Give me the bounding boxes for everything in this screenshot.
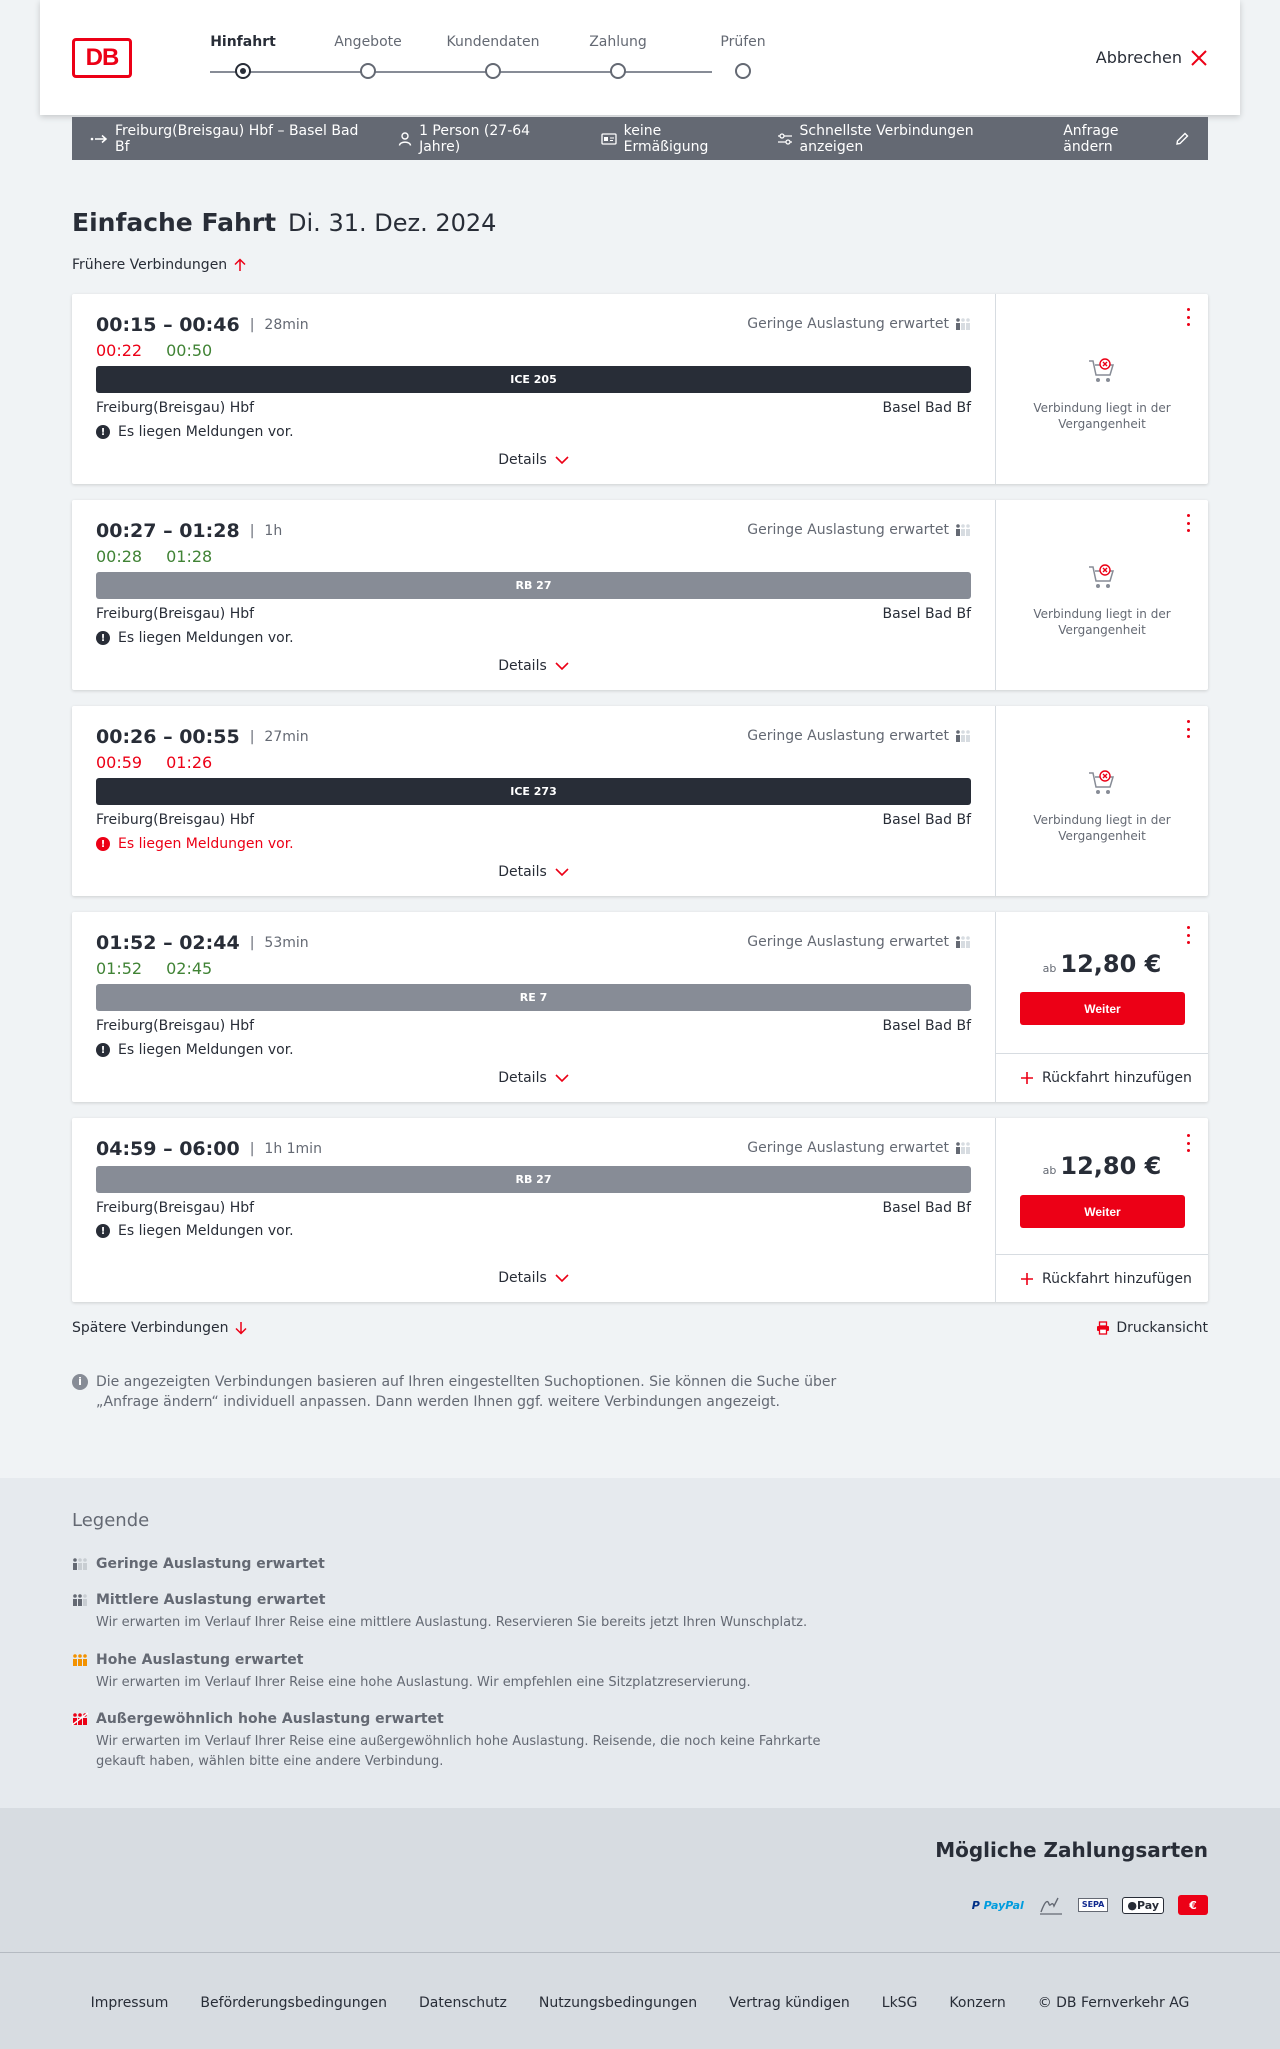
- details-toggle[interactable]: [72, 1270, 995, 1286]
- occupancy-label: Geringe Auslastung erwartet: [747, 316, 949, 332]
- notice-text: Es liegen Meldungen vor.: [118, 424, 294, 440]
- price-value: 12,80 €: [1060, 1152, 1162, 1180]
- train-bar[interactable]: ICE 273: [96, 778, 971, 805]
- step-dot: [360, 63, 376, 79]
- step-angebote: [305, 34, 431, 54]
- add-return-label: Rückfahrt hinzufügen: [1042, 1069, 1192, 1086]
- price: [996, 1152, 1208, 1180]
- separator: |: [249, 729, 255, 745]
- connection-main: [72, 500, 995, 690]
- earlier-connections-link[interactable]: [72, 257, 247, 273]
- details-label: Details: [498, 452, 547, 468]
- chevron-down-icon: [555, 662, 569, 670]
- connection-offer: [995, 706, 1208, 896]
- later-label: Spätere Verbindungen: [72, 1320, 229, 1336]
- connection-offer: [995, 500, 1208, 690]
- separator: |: [249, 523, 255, 539]
- change-request-button[interactable]: [1063, 123, 1190, 155]
- traveler-summary: [398, 123, 569, 155]
- exclamation-icon: !: [96, 1224, 110, 1238]
- payment-icons: [972, 1894, 1208, 1916]
- notice-alert: [96, 836, 294, 852]
- realtime-departure: 00:59: [96, 753, 143, 772]
- app-header: [40, 0, 1240, 115]
- connection-offer: [995, 1118, 1208, 1302]
- time-row: [96, 726, 309, 748]
- chevron-down-icon: [555, 456, 569, 464]
- legend-item-title: Geringe Auslastung erwartet: [96, 1556, 325, 1572]
- duration: 27min: [264, 729, 309, 745]
- realtime-departure: 00:28: [96, 547, 143, 566]
- step-zahlung: [555, 34, 681, 54]
- realtime-arrival: 01:28: [166, 547, 213, 566]
- price: [996, 950, 1208, 978]
- destination-station: Basel Bad Bf: [882, 400, 971, 416]
- db-bonus-icon: €: [1178, 1894, 1208, 1916]
- cart-unavailable-icon: [1087, 768, 1117, 796]
- legend-item-medium: [72, 1592, 852, 1633]
- discount-text: keine Ermäßigung: [623, 122, 709, 155]
- travel-date: Di. 31. Dez. 2024: [288, 209, 497, 237]
- connection-offer: [995, 912, 1208, 1102]
- past-connection-text: Verbindung liegt in der Vergangenheit: [1033, 401, 1171, 431]
- close-icon: [1190, 49, 1208, 67]
- step-label: Zahlung: [589, 34, 647, 50]
- realtime-row: [96, 753, 212, 772]
- printer-icon: [1096, 1321, 1110, 1335]
- notice: [96, 630, 294, 646]
- step-label: Kundendaten: [446, 34, 540, 50]
- info-note: [72, 1372, 852, 1412]
- legend-item-high: [72, 1652, 852, 1693]
- origin-station: Freiburg(Breisgau) Hbf: [96, 812, 255, 828]
- duration: 1h: [264, 523, 283, 539]
- notice-text: Es liegen Meldungen vor.: [118, 1042, 294, 1058]
- page-title-row: [72, 208, 496, 237]
- arrow-down-icon: [234, 1321, 248, 1335]
- cart-unavailable-icon: [1087, 356, 1117, 384]
- step-label: Prüfen: [720, 34, 766, 50]
- details-toggle[interactable]: [72, 452, 995, 468]
- step-pruefen: [680, 34, 806, 54]
- footer-copyright: © DB Fernverkehr AG: [1037, 1995, 1190, 2011]
- connection-card[interactable]: [72, 1118, 1208, 1302]
- details-toggle[interactable]: [72, 864, 995, 880]
- connection-card[interactable]: [72, 706, 1208, 896]
- info-text: Die angezeigten Verbindungen basieren auf Ihren eingestellten Suchoptionen. Sie können die Suche über „Anfrage ändern“ individuell anpassen. Dann werden Ihnen ggf. weitere Verbindungen angezeigt.: [96, 1374, 837, 1410]
- cancel-label: Abbrechen: [1095, 48, 1182, 67]
- payment-title: Mögliche Zahlungsarten: [935, 1838, 1208, 1862]
- exclamation-icon: !: [96, 837, 110, 851]
- details-label: Details: [498, 658, 547, 674]
- footer-link-datenschutz[interactable]: Datenschutz: [418, 1995, 507, 2011]
- person-icon: [398, 132, 412, 146]
- destination-station: Basel Bad Bf: [882, 1018, 971, 1034]
- past-connection-text: Verbindung liegt in der Vergangenheit: [1033, 813, 1171, 843]
- details-label: Details: [498, 864, 547, 880]
- more-options-icon[interactable]: [1184, 1134, 1192, 1152]
- connection-offer: [995, 294, 1208, 484]
- exclamation-icon: !: [96, 1043, 110, 1057]
- notice-text: Es liegen Meldungen vor.: [118, 836, 294, 852]
- stepper-line: [210, 71, 712, 73]
- continue-button[interactable]: Weiter: [1020, 992, 1185, 1025]
- print-label: Druckansicht: [1116, 1320, 1208, 1336]
- footer-link-nutzungsbedingungen[interactable]: Nutzungsbedingungen: [538, 1995, 698, 2011]
- more-options-icon[interactable]: [1184, 514, 1192, 532]
- info-icon: i: [72, 1374, 88, 1390]
- time-row: [96, 932, 309, 954]
- applepay-label: Pay: [1136, 1898, 1159, 1912]
- legend-section: [0, 1478, 1280, 1808]
- continue-button[interactable]: Weiter: [1020, 1195, 1185, 1228]
- add-return-button[interactable]: [996, 1053, 1208, 1101]
- notice-text: Es liegen Meldungen vor.: [118, 630, 294, 646]
- price-value: 12,80 €: [1060, 950, 1162, 978]
- destination-station: Basel Bad Bf: [882, 606, 971, 622]
- scheduled-time: 01:52 – 02:44: [96, 932, 240, 954]
- exclamation-icon: !: [96, 425, 110, 439]
- connection-main: [72, 912, 995, 1102]
- train-bar[interactable]: ICE 205: [96, 366, 971, 393]
- separator: |: [249, 317, 255, 333]
- card-icon: [601, 133, 617, 145]
- filter-summary: [777, 123, 1032, 155]
- realtime-departure: 01:52: [96, 959, 143, 978]
- price-prefix: ab: [1042, 962, 1057, 975]
- realtime-arrival: 00:50: [166, 341, 213, 360]
- price-prefix: ab: [1042, 1164, 1057, 1177]
- occupancy-high-icon: [72, 1653, 88, 1667]
- train-bar[interactable]: RB 27: [96, 572, 971, 599]
- chevron-down-icon: [555, 868, 569, 876]
- footer-link-befoerderungsbedingungen[interactable]: Beförderungsbedingungen: [200, 1995, 387, 2011]
- paypal-icon: P PayPal: [971, 1898, 1024, 1912]
- legend-item-desc: Wir erwarten im Verlauf Ihrer Reise eine hohe Auslastung. Wir empfehlen eine Sitzplatzreservierung.: [96, 1675, 751, 1690]
- step-label: Hinfahrt: [210, 34, 276, 50]
- notice: [96, 1042, 294, 1058]
- db-logo[interactable]: DB: [72, 38, 132, 78]
- occupancy-low-icon: [955, 523, 971, 537]
- occupancy-label: Geringe Auslastung erwartet: [747, 934, 949, 950]
- notice: [96, 1223, 294, 1239]
- occupancy-low-icon: [955, 729, 971, 743]
- connection-card[interactable]: [72, 500, 1208, 690]
- realtime-departure: 00:22: [96, 341, 143, 360]
- connection-card[interactable]: [72, 294, 1208, 484]
- occupancy-low-icon: [955, 935, 971, 949]
- invoice-signature-icon: [1038, 1894, 1064, 1916]
- later-connections-link[interactable]: [72, 1320, 248, 1336]
- notice: [96, 424, 294, 440]
- traveler-text: 1 Person (27-64 Jahre): [419, 122, 531, 155]
- sepa-label: SEPA: [1081, 1900, 1105, 1909]
- arrow-right-icon: [90, 134, 108, 144]
- train-bar[interactable]: RE 7: [96, 984, 971, 1011]
- legend-title: Legende: [72, 1510, 150, 1531]
- footer-links: [0, 1995, 1280, 2011]
- realtime-arrival: 02:45: [166, 959, 213, 978]
- progress-stepper: [180, 34, 766, 84]
- notice-text: Es liegen Meldungen vor.: [118, 1223, 294, 1239]
- step-dot: [485, 63, 501, 79]
- occupancy-very-high-icon: [72, 1712, 88, 1726]
- plus-icon: [1020, 1071, 1034, 1085]
- origin-station: Freiburg(Breisgau) Hbf: [96, 400, 255, 416]
- occupancy-medium-icon: [72, 1593, 88, 1607]
- details-label: Details: [498, 1070, 547, 1086]
- more-options-icon[interactable]: [1184, 308, 1192, 326]
- duration: 53min: [264, 935, 309, 951]
- apple-pay-icon: ●Pay: [1122, 1894, 1164, 1916]
- duration: 1h 1min: [264, 1141, 322, 1157]
- origin-station: Freiburg(Breisgau) Hbf: [96, 1018, 255, 1034]
- legend-item-low: [72, 1556, 852, 1572]
- sepa-direct-debit-icon: [1078, 1894, 1109, 1916]
- step-dot: [735, 63, 751, 79]
- separator: |: [249, 935, 255, 951]
- legend-item-title: Außergewöhnlich hohe Auslastung erwartet: [96, 1711, 444, 1727]
- realtime-row: [96, 341, 212, 360]
- occupancy-low-icon: [955, 1141, 971, 1155]
- occupancy-info: [747, 1140, 971, 1156]
- change-request-label: Anfrage ändern: [1063, 122, 1119, 155]
- destination-station: Basel Bad Bf: [882, 812, 971, 828]
- arrow-up-icon: [233, 258, 247, 272]
- cart-unavailable-icon: [1087, 562, 1117, 590]
- footer-link-konzern[interactable]: Konzern: [949, 1995, 1006, 2011]
- print-view-link[interactable]: [1096, 1320, 1208, 1336]
- sliders-icon: [777, 132, 793, 146]
- details-toggle[interactable]: [72, 1070, 995, 1086]
- step-label: Angebote: [334, 34, 402, 50]
- realtime-arrival: 01:26: [166, 753, 213, 772]
- legend-item-title: Mittlere Auslastung erwartet: [96, 1592, 326, 1608]
- scheduled-time: 00:15 – 00:46: [96, 314, 240, 336]
- occupancy-label: Geringe Auslastung erwartet: [747, 728, 949, 744]
- origin-station: Freiburg(Breisgau) Hbf: [96, 1200, 255, 1216]
- add-return-label: Rückfahrt hinzufügen: [1042, 1270, 1192, 1287]
- route-text: Freiburg(Breisgau) Hbf – Basel Bad Bf: [115, 122, 359, 155]
- occupancy-low-icon: [955, 317, 971, 331]
- occupancy-info: [747, 728, 971, 744]
- occupancy-low-icon: [72, 1557, 88, 1571]
- footer-link-impressum[interactable]: Impressum: [90, 1995, 169, 2011]
- duration: 28min: [264, 317, 309, 333]
- more-options-icon[interactable]: [1184, 720, 1192, 738]
- train-bar[interactable]: RB 27: [96, 1166, 971, 1193]
- scheduled-time: 04:59 – 06:00: [96, 1138, 240, 1160]
- cancel-button[interactable]: [1096, 48, 1208, 67]
- step-hinfahrt[interactable]: [180, 34, 306, 54]
- realtime-row: [96, 959, 212, 978]
- discount-summary: [601, 123, 745, 155]
- past-connection-text: Verbindung liegt in der Vergangenheit: [1033, 607, 1171, 637]
- search-summary-bar: [72, 117, 1208, 160]
- separator: |: [249, 1141, 255, 1157]
- connection-main: [72, 1118, 995, 1302]
- footer-link-vertrag-kuendigen[interactable]: Vertrag kündigen: [729, 1995, 850, 2011]
- pencil-icon: [1174, 131, 1190, 147]
- time-row: [96, 1138, 322, 1160]
- exclamation-icon: !: [96, 631, 110, 645]
- step-dot: [610, 63, 626, 79]
- occupancy-info: [747, 522, 971, 538]
- scheduled-time: 00:26 – 00:55: [96, 726, 240, 748]
- occupancy-label: Geringe Auslastung erwartet: [747, 522, 949, 538]
- occupancy-info: [747, 316, 971, 332]
- more-options-icon[interactable]: [1184, 926, 1192, 944]
- legend-item-very-high: [72, 1711, 852, 1772]
- time-row: [96, 314, 309, 336]
- realtime-row: [96, 547, 212, 566]
- occupancy-info: [747, 934, 971, 950]
- filter-text: Schnellste Verbindungen anzeigen: [799, 122, 974, 155]
- connection-main: [72, 706, 995, 896]
- occupancy-label: Geringe Auslastung erwartet: [747, 1140, 949, 1156]
- chevron-down-icon: [555, 1074, 569, 1082]
- details-label: Details: [498, 1270, 547, 1286]
- step-dot-active: [235, 63, 251, 79]
- footer: [0, 1952, 1280, 2049]
- origin-station: Freiburg(Breisgau) Hbf: [96, 606, 255, 622]
- connection-main: [72, 294, 995, 484]
- plus-icon: [1020, 1272, 1034, 1286]
- scheduled-time: 00:27 – 01:28: [96, 520, 240, 542]
- footer-link-lksg[interactable]: LkSG: [881, 1995, 918, 2011]
- paypal-label: PayPal: [983, 1898, 1024, 1912]
- payment-section: [0, 1808, 1280, 1952]
- destination-station: Basel Bad Bf: [882, 1200, 971, 1216]
- legend-item-title: Hohe Auslastung erwartet: [96, 1652, 304, 1668]
- time-row: [96, 520, 282, 542]
- legend-item-desc: Wir erwarten im Verlauf Ihrer Reise eine mittlere Auslastung. Reservieren Sie bereits jetzt Ihren Wunschplatz.: [96, 1615, 808, 1630]
- legend-item-desc: Wir erwarten im Verlauf Ihrer Reise eine außergewöhnlich hohe Auslastung. Reisende, die noch keine Fahrkarte gekauft haben, wählen bitte eine andere Verbindung.: [96, 1734, 821, 1769]
- route-summary: [90, 123, 366, 155]
- earlier-label: Frühere Verbindungen: [72, 257, 228, 273]
- page-title: Einfache Fahrt: [72, 208, 277, 237]
- details-toggle[interactable]: [72, 658, 995, 674]
- step-kundendaten: [430, 34, 556, 54]
- add-return-button[interactable]: [996, 1254, 1208, 1302]
- connection-card[interactable]: [72, 912, 1208, 1102]
- chevron-down-icon: [555, 1274, 569, 1282]
